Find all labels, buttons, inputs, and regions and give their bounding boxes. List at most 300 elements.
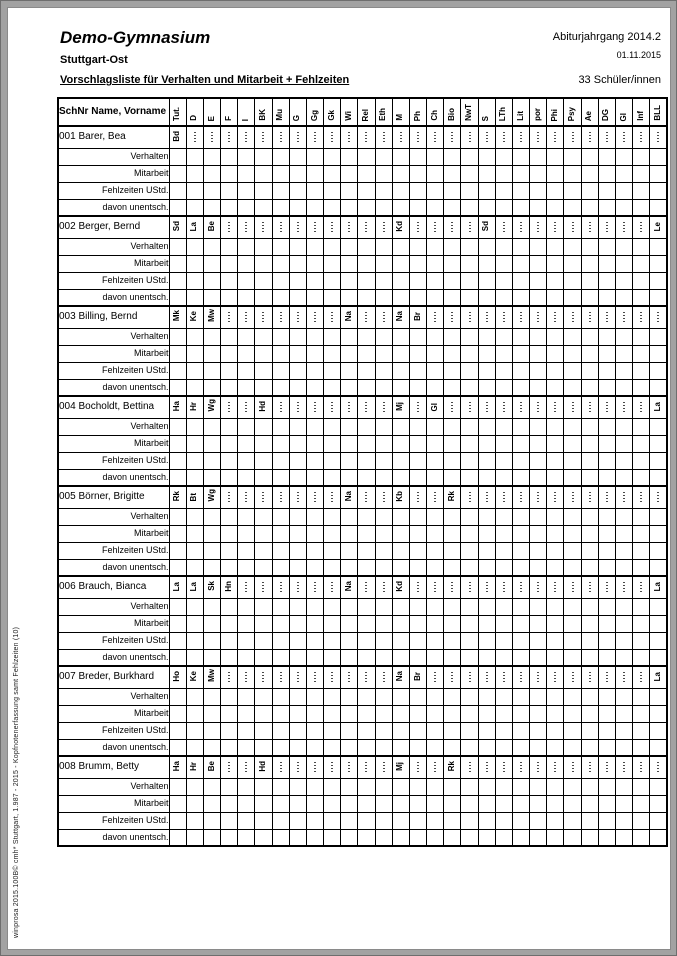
entry-cell bbox=[598, 255, 615, 272]
entry-cell bbox=[564, 379, 581, 396]
entry-cell bbox=[221, 345, 238, 362]
entry-cell bbox=[289, 362, 306, 379]
entry-cell bbox=[427, 812, 444, 829]
entry-cell bbox=[547, 615, 564, 632]
entry-cell bbox=[478, 182, 495, 199]
entry-cell bbox=[615, 165, 632, 182]
rotated-header-label: Eth bbox=[378, 108, 388, 121]
entry-cell bbox=[547, 165, 564, 182]
entry-cell bbox=[203, 688, 220, 705]
entry-cell bbox=[341, 812, 358, 829]
placeholder-dots bbox=[572, 222, 574, 233]
entry-cell bbox=[306, 615, 323, 632]
placeholder-dots bbox=[657, 312, 659, 323]
entry-cell bbox=[358, 345, 375, 362]
entry-cell bbox=[564, 542, 581, 559]
subject-cell bbox=[289, 306, 306, 328]
entry-cell bbox=[495, 148, 512, 165]
entry-cell bbox=[324, 272, 341, 289]
subject-cell bbox=[512, 396, 529, 418]
entry-cell bbox=[324, 525, 341, 542]
placeholder-dots bbox=[486, 312, 488, 323]
entry-cell bbox=[461, 289, 478, 306]
placeholder-dots bbox=[400, 132, 402, 143]
placeholder-dots bbox=[520, 132, 522, 143]
entry-cell bbox=[444, 345, 461, 362]
entry-cell bbox=[272, 829, 289, 846]
student-sub-row bbox=[58, 452, 667, 469]
entry-cell bbox=[306, 469, 323, 486]
entry-cell bbox=[530, 542, 547, 559]
subject-cell bbox=[341, 486, 358, 508]
entry-cell bbox=[341, 688, 358, 705]
subject-cell bbox=[238, 756, 255, 778]
entry-cell bbox=[547, 812, 564, 829]
entry-cell bbox=[615, 649, 632, 666]
entry-cell bbox=[375, 469, 392, 486]
placeholder-dots bbox=[469, 132, 471, 143]
entry-cell bbox=[358, 435, 375, 452]
entry-cell bbox=[255, 829, 272, 846]
entry-cell bbox=[169, 829, 186, 846]
entry-cell bbox=[461, 649, 478, 666]
entry-cell bbox=[495, 362, 512, 379]
teacher-code: Wg bbox=[206, 489, 216, 502]
entry-cell bbox=[255, 199, 272, 216]
entry-cell bbox=[238, 649, 255, 666]
table-header-row bbox=[58, 98, 667, 126]
entry-cell bbox=[255, 649, 272, 666]
entry-cell bbox=[341, 722, 358, 739]
entry-cell bbox=[530, 525, 547, 542]
entry-cell bbox=[341, 615, 358, 632]
entry-cell bbox=[495, 508, 512, 525]
entry-cell bbox=[598, 469, 615, 486]
entry-cell bbox=[203, 722, 220, 739]
teacher-code: Ke bbox=[189, 311, 199, 322]
rotated-header-label: Ae bbox=[584, 110, 594, 121]
placeholder-dots bbox=[365, 222, 367, 233]
entry-cell bbox=[495, 238, 512, 255]
subject-cell bbox=[221, 126, 238, 148]
entry-cell bbox=[409, 199, 426, 216]
entry-cell bbox=[272, 722, 289, 739]
entry-cell bbox=[530, 255, 547, 272]
entry-cell bbox=[324, 812, 341, 829]
placeholder-dots bbox=[606, 222, 608, 233]
subject-cell bbox=[633, 216, 650, 238]
subject-cell bbox=[495, 396, 512, 418]
student-sub-row bbox=[58, 615, 667, 632]
subject-column-header bbox=[564, 98, 581, 126]
sub-row-label: Fehlzeiten UStd. bbox=[58, 632, 169, 649]
entry-cell bbox=[289, 632, 306, 649]
placeholder-dots bbox=[383, 222, 385, 233]
placeholder-dots bbox=[228, 672, 230, 683]
entry-cell bbox=[409, 508, 426, 525]
subject-cell bbox=[306, 576, 323, 598]
entry-cell bbox=[581, 289, 598, 306]
sub-row-label: Fehlzeiten UStd. bbox=[58, 272, 169, 289]
entry-cell bbox=[306, 435, 323, 452]
entry-cell bbox=[221, 598, 238, 615]
entry-cell bbox=[581, 345, 598, 362]
placeholder-dots bbox=[228, 312, 230, 323]
entry-cell bbox=[512, 345, 529, 362]
entry-cell bbox=[375, 649, 392, 666]
entry-cell bbox=[512, 148, 529, 165]
placeholder-dots bbox=[314, 312, 316, 323]
entry-cell bbox=[375, 739, 392, 756]
entry-cell bbox=[444, 615, 461, 632]
subject-cell bbox=[341, 216, 358, 238]
placeholder-dots bbox=[262, 582, 264, 593]
entry-cell bbox=[650, 362, 667, 379]
entry-cell bbox=[186, 722, 203, 739]
subject-cell bbox=[255, 756, 272, 778]
entry-cell bbox=[324, 362, 341, 379]
entry-cell bbox=[341, 238, 358, 255]
subject-cell bbox=[530, 576, 547, 598]
entry-cell bbox=[444, 255, 461, 272]
entry-cell bbox=[169, 632, 186, 649]
subject-cell bbox=[495, 666, 512, 688]
entry-cell bbox=[530, 199, 547, 216]
entry-cell bbox=[392, 238, 409, 255]
sub-row-label: Verhalten bbox=[58, 598, 169, 615]
entry-cell bbox=[238, 542, 255, 559]
placeholder-dots bbox=[554, 762, 556, 773]
placeholder-dots bbox=[245, 402, 247, 413]
entry-cell bbox=[409, 435, 426, 452]
entry-cell bbox=[169, 148, 186, 165]
placeholder-dots bbox=[503, 672, 505, 683]
placeholder-dots bbox=[245, 492, 247, 503]
student-name: 001 Barer, Bea bbox=[58, 126, 169, 148]
entry-cell bbox=[444, 469, 461, 486]
subject-cell bbox=[495, 216, 512, 238]
school-name: Demo-Gymnasium bbox=[60, 28, 211, 47]
entry-cell bbox=[478, 739, 495, 756]
teacher-code: Br bbox=[412, 312, 422, 322]
entry-cell bbox=[358, 559, 375, 576]
entry-cell bbox=[564, 559, 581, 576]
entry-cell bbox=[409, 688, 426, 705]
entry-cell bbox=[221, 688, 238, 705]
subject-column-header bbox=[478, 98, 495, 126]
entry-cell bbox=[444, 542, 461, 559]
entry-cell bbox=[306, 345, 323, 362]
entry-cell bbox=[169, 289, 186, 306]
entry-cell bbox=[341, 559, 358, 576]
entry-cell bbox=[341, 525, 358, 542]
entry-cell bbox=[581, 469, 598, 486]
entry-cell bbox=[392, 705, 409, 722]
entry-cell bbox=[478, 795, 495, 812]
entry-cell bbox=[444, 199, 461, 216]
student-name: 008 Brumm, Betty bbox=[58, 756, 169, 778]
entry-cell bbox=[169, 598, 186, 615]
teacher-code: Hr bbox=[189, 402, 199, 412]
placeholder-dots bbox=[503, 132, 505, 143]
placeholder-dots bbox=[365, 492, 367, 503]
entry-cell bbox=[289, 795, 306, 812]
entry-cell bbox=[255, 632, 272, 649]
sub-row-label: Verhalten bbox=[58, 148, 169, 165]
placeholder-dots bbox=[280, 492, 282, 503]
subject-cell bbox=[255, 216, 272, 238]
entry-cell bbox=[186, 739, 203, 756]
placeholder-dots bbox=[297, 222, 299, 233]
entry-cell bbox=[581, 615, 598, 632]
placeholder-dots bbox=[262, 222, 264, 233]
entry-cell bbox=[615, 598, 632, 615]
entry-cell bbox=[444, 452, 461, 469]
entry-cell bbox=[495, 345, 512, 362]
entry-cell bbox=[409, 722, 426, 739]
entry-cell bbox=[444, 812, 461, 829]
subject-cell bbox=[289, 666, 306, 688]
teacher-code: Ke bbox=[189, 671, 199, 682]
entry-cell bbox=[530, 812, 547, 829]
entry-cell bbox=[598, 615, 615, 632]
entry-cell bbox=[289, 165, 306, 182]
entry-cell bbox=[392, 328, 409, 345]
entry-cell bbox=[409, 829, 426, 846]
subject-cell bbox=[221, 756, 238, 778]
entry-cell bbox=[203, 255, 220, 272]
rotated-header-label: LTh bbox=[498, 106, 508, 121]
entry-cell bbox=[289, 379, 306, 396]
subject-cell bbox=[581, 126, 598, 148]
entry-cell bbox=[255, 812, 272, 829]
entry-cell bbox=[530, 452, 547, 469]
entry-cell bbox=[203, 452, 220, 469]
placeholder-dots bbox=[383, 312, 385, 323]
entry-cell bbox=[358, 795, 375, 812]
entry-cell bbox=[358, 688, 375, 705]
entry-cell bbox=[564, 508, 581, 525]
entry-cell bbox=[461, 435, 478, 452]
entry-cell bbox=[615, 328, 632, 345]
entry-cell bbox=[427, 615, 444, 632]
report-table bbox=[57, 97, 668, 847]
entry-cell bbox=[169, 795, 186, 812]
entry-cell bbox=[255, 705, 272, 722]
entry-cell bbox=[427, 469, 444, 486]
entry-cell bbox=[375, 632, 392, 649]
placeholder-dots bbox=[348, 222, 350, 233]
entry-cell bbox=[289, 508, 306, 525]
subject-cell bbox=[238, 216, 255, 238]
placeholder-dots bbox=[451, 402, 453, 413]
entry-cell bbox=[564, 778, 581, 795]
entry-cell bbox=[375, 542, 392, 559]
subject-cell bbox=[598, 666, 615, 688]
entry-cell bbox=[581, 328, 598, 345]
entry-cell bbox=[358, 362, 375, 379]
entry-cell bbox=[392, 508, 409, 525]
placeholder-dots bbox=[314, 672, 316, 683]
subject-column-header bbox=[341, 98, 358, 126]
placeholder-dots bbox=[572, 492, 574, 503]
entry-cell bbox=[564, 418, 581, 435]
placeholder-dots bbox=[262, 492, 264, 503]
placeholder-dots bbox=[486, 492, 488, 503]
subject-cell bbox=[495, 486, 512, 508]
placeholder-dots bbox=[228, 492, 230, 503]
entry-cell bbox=[598, 542, 615, 559]
placeholder-dots bbox=[589, 402, 591, 413]
entry-cell bbox=[564, 452, 581, 469]
entry-cell bbox=[512, 778, 529, 795]
entry-cell bbox=[633, 598, 650, 615]
sub-row-label: davon unentsch. bbox=[58, 559, 169, 576]
entry-cell bbox=[358, 165, 375, 182]
subject-cell bbox=[427, 666, 444, 688]
entry-cell bbox=[358, 199, 375, 216]
subject-cell bbox=[461, 306, 478, 328]
entry-cell bbox=[306, 379, 323, 396]
subject-cell bbox=[427, 126, 444, 148]
placeholder-dots bbox=[589, 762, 591, 773]
entry-cell bbox=[495, 452, 512, 469]
entry-cell bbox=[650, 199, 667, 216]
rotated-header-label: E bbox=[206, 115, 216, 121]
placeholder-dots bbox=[383, 132, 385, 143]
entry-cell bbox=[221, 255, 238, 272]
placeholder-dots bbox=[297, 582, 299, 593]
entry-cell bbox=[238, 379, 255, 396]
entry-cell bbox=[409, 182, 426, 199]
entry-cell bbox=[547, 559, 564, 576]
entry-cell bbox=[375, 379, 392, 396]
placeholder-dots bbox=[434, 672, 436, 683]
placeholder-dots bbox=[417, 762, 419, 773]
entry-cell bbox=[495, 795, 512, 812]
entry-cell bbox=[444, 688, 461, 705]
entry-cell bbox=[444, 525, 461, 542]
entry-cell bbox=[633, 435, 650, 452]
entry-cell bbox=[444, 238, 461, 255]
entry-cell bbox=[375, 345, 392, 362]
student-sub-row bbox=[58, 598, 667, 615]
placeholder-dots bbox=[572, 132, 574, 143]
entry-cell bbox=[495, 632, 512, 649]
entry-cell bbox=[427, 289, 444, 306]
subject-cell bbox=[598, 306, 615, 328]
entry-cell bbox=[478, 289, 495, 306]
entry-cell bbox=[409, 379, 426, 396]
placeholder-dots bbox=[606, 762, 608, 773]
entry-cell bbox=[512, 615, 529, 632]
entry-cell bbox=[272, 632, 289, 649]
entry-cell bbox=[598, 238, 615, 255]
entry-cell bbox=[272, 649, 289, 666]
placeholder-dots bbox=[297, 402, 299, 413]
entry-cell bbox=[530, 632, 547, 649]
subject-column-header bbox=[392, 98, 409, 126]
entry-cell bbox=[581, 525, 598, 542]
entry-cell bbox=[427, 435, 444, 452]
entry-cell bbox=[238, 452, 255, 469]
entry-cell bbox=[564, 362, 581, 379]
entry-cell bbox=[512, 272, 529, 289]
subject-cell bbox=[495, 126, 512, 148]
subject-cell bbox=[306, 306, 323, 328]
entry-cell bbox=[461, 255, 478, 272]
entry-cell bbox=[341, 435, 358, 452]
entry-cell bbox=[289, 469, 306, 486]
subject-cell bbox=[444, 486, 461, 508]
entry-cell bbox=[306, 739, 323, 756]
entry-cell bbox=[358, 255, 375, 272]
entry-cell bbox=[392, 649, 409, 666]
subject-cell bbox=[581, 396, 598, 418]
entry-cell bbox=[221, 829, 238, 846]
placeholder-dots bbox=[365, 582, 367, 593]
entry-cell bbox=[306, 559, 323, 576]
placeholder-dots bbox=[606, 402, 608, 413]
placeholder-dots bbox=[434, 762, 436, 773]
entry-cell bbox=[530, 182, 547, 199]
subject-cell bbox=[530, 396, 547, 418]
rotated-header-label: Phi bbox=[549, 108, 559, 121]
entry-cell bbox=[478, 525, 495, 542]
entry-cell bbox=[427, 829, 444, 846]
entry-cell bbox=[495, 199, 512, 216]
entry-cell bbox=[203, 632, 220, 649]
entry-cell bbox=[478, 705, 495, 722]
entry-cell bbox=[203, 525, 220, 542]
subject-cell bbox=[186, 576, 203, 598]
entry-cell bbox=[564, 705, 581, 722]
entry-cell bbox=[238, 469, 255, 486]
subject-cell bbox=[409, 396, 426, 418]
entry-cell bbox=[547, 829, 564, 846]
subject-cell bbox=[272, 576, 289, 598]
placeholder-dots bbox=[348, 762, 350, 773]
entry-cell bbox=[392, 272, 409, 289]
placeholder-dots bbox=[245, 672, 247, 683]
subject-cell bbox=[324, 756, 341, 778]
entry-cell bbox=[186, 812, 203, 829]
entry-cell bbox=[203, 238, 220, 255]
entry-cell bbox=[238, 238, 255, 255]
subject-column-header bbox=[598, 98, 615, 126]
entry-cell bbox=[530, 435, 547, 452]
entry-cell bbox=[238, 632, 255, 649]
entry-cell bbox=[461, 705, 478, 722]
entry-cell bbox=[255, 598, 272, 615]
entry-cell bbox=[530, 418, 547, 435]
entry-cell bbox=[255, 165, 272, 182]
entry-cell bbox=[633, 542, 650, 559]
entry-cell bbox=[633, 255, 650, 272]
subject-cell bbox=[221, 576, 238, 598]
entry-cell bbox=[478, 452, 495, 469]
entry-cell bbox=[650, 469, 667, 486]
entry-cell bbox=[547, 328, 564, 345]
subject-cell bbox=[633, 756, 650, 778]
placeholder-dots bbox=[348, 672, 350, 683]
entry-cell bbox=[255, 435, 272, 452]
entry-cell bbox=[615, 778, 632, 795]
entry-cell bbox=[495, 688, 512, 705]
entry-cell bbox=[409, 418, 426, 435]
sub-row-label: Verhalten bbox=[58, 778, 169, 795]
entry-cell bbox=[444, 598, 461, 615]
